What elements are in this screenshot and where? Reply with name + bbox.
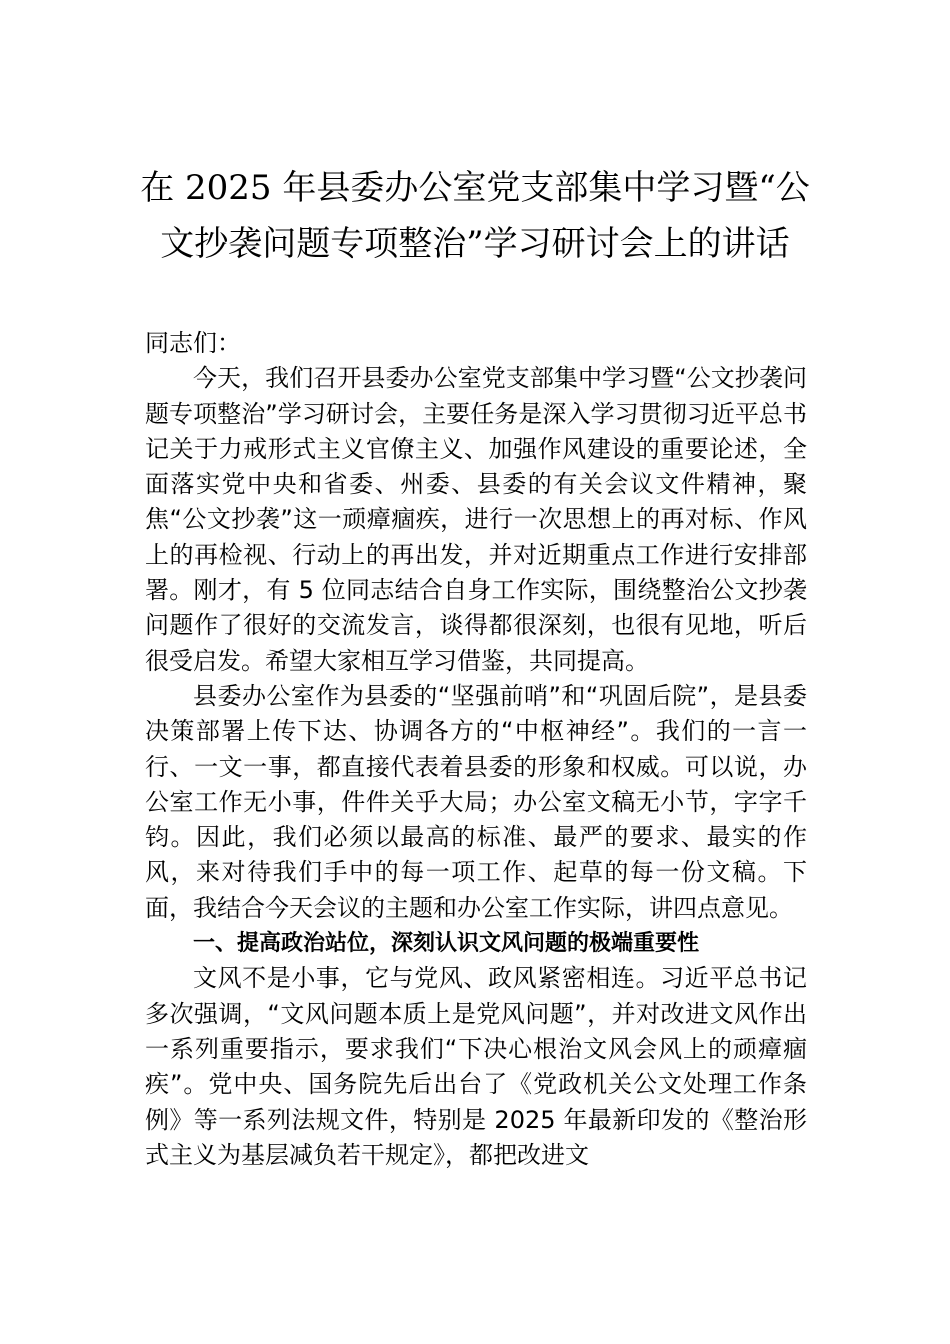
section-heading: 一、提高政治站位，深刻认识文风问题的极端重要性: [193, 931, 700, 957]
body-paragraph: 今天，我们召开县委办公室党支部集中学习暨“公文抄袭问题专项整治”学习研讨会，主要任务是深入学习贯彻习近平总书记关于力戒形式主义官僚主义、加强作风建设的重要论述，全面落实党中央和省委、州委、县委的有关会议文件精神，聚焦“公文抄袭”这一顽瘴痼疾，进行一次思想上的再对标、作风上的再检视、行动上的再出发，并对近期重点工作进行安排部署。刚才，有 5 位同志结合自身工作实际，围绕整治公文抄袭问题作了很好的交流发言，谈得都很深刻，也很有见地，听后很受启发。希望大家相互学习借鉴，共同提高。: [145, 364, 807, 675]
section-paragraph: 文风不是小事，它与党风、政风紧密相连。习近平总书记多次强调，“文风问题本质上是党风问题”，并对改进文风作出一系列重要指示，要求我们“下决心根治文风会风上的顽瘴痼疾”。党中央、国务院先后出台了《党政机关公文处理工作条例》等一系列法规文件，特别是 2025 年最新印发的《整治形式主义为基层减负若干规定》，都把改进文: [145, 964, 807, 1169]
document-title: [135, 160, 815, 272]
title-line-2: 文抄袭问题专项整治”学习研讨会上的讲话: [160, 224, 790, 264]
body-paragraph: 县委办公室作为县委的“坚强前哨”和“巩固后院”，是县委决策部署上传下达、协调各方的“中枢神经”。我们的一言一行、一文一事，都直接代表着县委的形象和权威。可以说，办公室工作无小事，件件关乎大局；办公室文稿无小节，字字千钧。因此，我们必须以最高的标准、最严的要求、最实的作风，来对待我们手中的每一项工作、起草的每一份文稿。下面，我结合今天会议的主题和办公室工作实际，讲四点意见。: [145, 681, 807, 922]
title-line-1: 在 2025 年县委办公室党支部集中学习暨“公: [140, 168, 810, 208]
document-body: [145, 326, 807, 1173]
salutation: 同志们：: [145, 329, 241, 357]
